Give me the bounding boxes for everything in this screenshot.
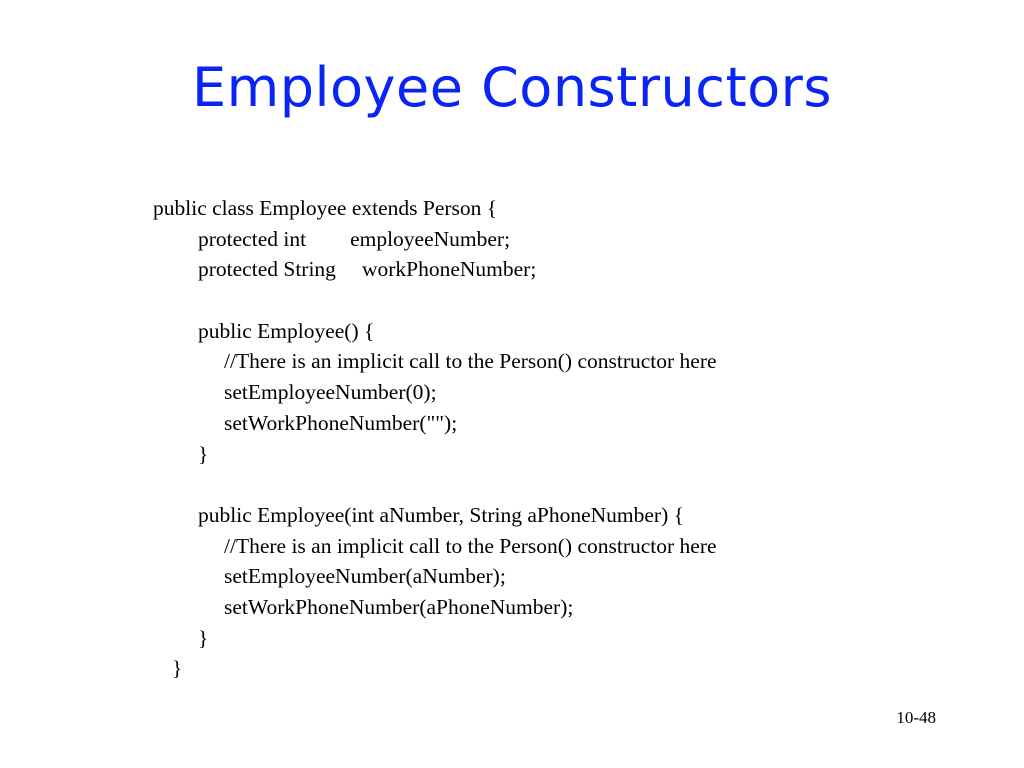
class-declaration: public class Employee extends Person { bbox=[153, 196, 498, 220]
blank-line bbox=[153, 285, 717, 316]
field-employee-number bbox=[153, 224, 717, 255]
param-constructor-signature: public Employee(int aNumber, String aPhoneNumber) { bbox=[198, 502, 684, 527]
default-constructor-statement: setWorkPhoneNumber(""); bbox=[224, 410, 458, 435]
blank-line bbox=[153, 469, 717, 500]
field-type: protected int bbox=[198, 226, 307, 251]
code-block bbox=[153, 193, 717, 684]
page-number: 10-48 bbox=[896, 708, 936, 727]
default-constructor-signature: public Employee() { bbox=[198, 318, 375, 343]
slide-title: Employee Constructors bbox=[191, 56, 833, 119]
class-close: } bbox=[172, 656, 183, 681]
field-name: employeeNumber; bbox=[350, 226, 511, 251]
param-constructor-statement: setEmployeeNumber(aNumber); bbox=[224, 564, 506, 589]
param-constructor-close: } bbox=[198, 625, 209, 650]
default-constructor-comment: //There is an implicit call to the Person() constructor here bbox=[224, 349, 717, 374]
default-constructor-statement: setEmployeeNumber(0); bbox=[224, 380, 437, 405]
field-type: protected String bbox=[198, 257, 336, 282]
param-constructor-statement: setWorkPhoneNumber(aPhoneNumber); bbox=[224, 594, 574, 619]
field-work-phone-number bbox=[153, 254, 717, 285]
param-constructor-comment: //There is an implicit call to the Person() constructor here bbox=[224, 533, 717, 558]
default-constructor-close: } bbox=[198, 441, 209, 466]
field-name: workPhoneNumber; bbox=[361, 257, 537, 282]
